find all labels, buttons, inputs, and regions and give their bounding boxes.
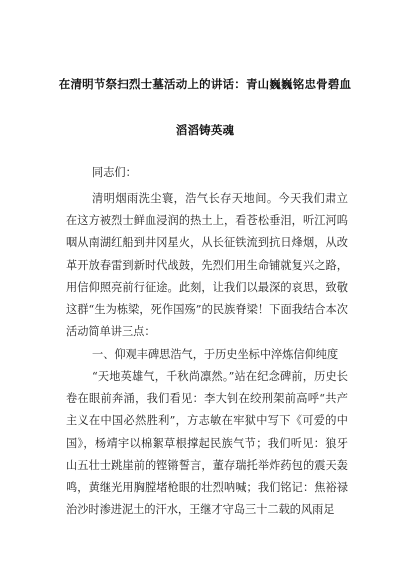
paragraph-section-1: “天地英雄气，千秋尚凛然。”站在纪念碑前，历史长卷在眼前奔涌，我们看见：李大钊在绞刑架前高呼“共产主义在中国必然胜利”，方志敏在牢狱中写下《可爱的中国》，杨靖宇以棉絮草根撑起民族气节；我们听见：狼牙山五壮士跳崖前的铿锵誓言，董存瑞托举炸药包的震天轰鸣，黄继光用胸膛堵枪眼的壮烈呐喊；我们铭记：焦裕禄治沙时渗进泥土的汗水，王继才守岛三十二载的风雨足 [66, 370, 348, 517]
section-heading-1: 一、仰观丰碑思浩气，于历史坐标中淬炼信仰纯度 [92, 348, 339, 361]
document-title-line2: 滔滔铸英魂 [175, 123, 235, 137]
paragraph-intro: 清明烟雨洗尘寰，浩气长存天地间。今天我们肃立在这方被烈士鲜血浸润的热土上，看苍松垂泪，听江河呜咽从南湖红船到井冈星火，从长征铁流到抗日烽烟，从改革开放春雷到新时代战鼓，先烈们用生命铺就复兴之路，用信仰照亮前行征途。此刻，让我们以最深的哀思，致敬这群“生为栋梁，死作国殇”的民族脊梁！下面我结合本次活动简单讲三点： [66, 192, 348, 339]
greeting: 同志们： [92, 166, 137, 179]
document-title-line1: 在清明节祭扫烈士墓活动上的讲话：青山巍巍铭忠骨碧血 [58, 77, 352, 91]
